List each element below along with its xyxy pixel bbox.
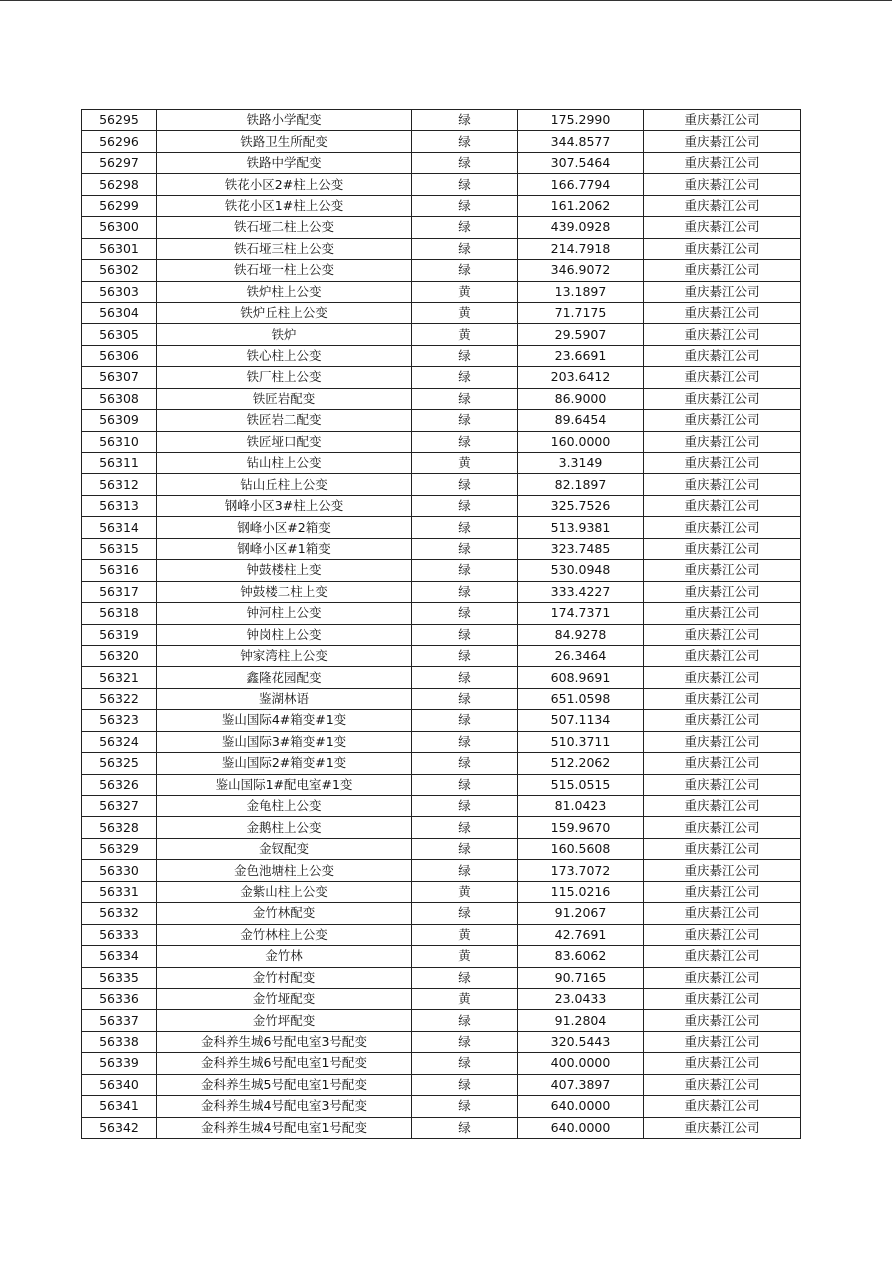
value-cell: 23.0433 <box>518 988 644 1009</box>
value-cell: 23.6691 <box>518 345 644 366</box>
company-cell: 重庆綦江公司 <box>644 688 801 709</box>
value-cell: 42.7691 <box>518 924 644 945</box>
transformer-name-cell: 金竹坪配变 <box>157 1010 412 1031</box>
status-color-cell: 绿 <box>412 238 518 259</box>
transformer-name-cell: 钢峰小区#1箱变 <box>157 538 412 559</box>
company-cell: 重庆綦江公司 <box>644 195 801 216</box>
value-cell: 115.0216 <box>518 881 644 902</box>
status-color-cell: 绿 <box>412 495 518 516</box>
transformer-name-cell: 钟岗柱上公变 <box>157 624 412 645</box>
table-row <box>82 1074 801 1095</box>
transformer-name-cell: 金竹村配变 <box>157 967 412 988</box>
table-row <box>82 453 801 474</box>
status-color-cell: 绿 <box>412 860 518 881</box>
company-cell: 重庆綦江公司 <box>644 1053 801 1074</box>
value-cell: 307.5464 <box>518 152 644 173</box>
value-cell: 174.7371 <box>518 603 644 624</box>
row-id-cell: 56313 <box>82 495 157 516</box>
transformer-name-cell: 铁炉 <box>157 324 412 345</box>
transformer-name-cell: 金科养生城4号配电室3号配变 <box>157 1096 412 1117</box>
table-row <box>82 517 801 538</box>
transformer-name-cell: 铁石垭一柱上公变 <box>157 260 412 281</box>
transformer-name-cell: 钟鼓楼柱上变 <box>157 560 412 581</box>
row-id-cell: 56323 <box>82 710 157 731</box>
value-cell: 29.5907 <box>518 324 644 345</box>
status-color-cell: 绿 <box>412 474 518 495</box>
table-row <box>82 260 801 281</box>
status-color-cell: 绿 <box>412 710 518 731</box>
row-id-cell: 56327 <box>82 796 157 817</box>
status-color-cell: 绿 <box>412 774 518 795</box>
row-id-cell: 56336 <box>82 988 157 1009</box>
value-cell: 86.9000 <box>518 388 644 409</box>
status-color-cell: 绿 <box>412 517 518 538</box>
table-row <box>82 110 801 131</box>
company-cell: 重庆綦江公司 <box>644 645 801 666</box>
company-cell: 重庆綦江公司 <box>644 903 801 924</box>
status-color-cell: 绿 <box>412 152 518 173</box>
status-color-cell: 绿 <box>412 110 518 131</box>
value-cell: 83.6062 <box>518 946 644 967</box>
value-cell: 159.9670 <box>518 817 644 838</box>
table-row <box>82 1031 801 1052</box>
row-id-cell: 56319 <box>82 624 157 645</box>
transformer-name-cell: 钢峰小区#2箱变 <box>157 517 412 538</box>
value-cell: 84.9278 <box>518 624 644 645</box>
transformer-name-cell: 钻山柱上公变 <box>157 453 412 474</box>
transformer-name-cell: 金科养生城6号配电室3号配变 <box>157 1031 412 1052</box>
status-color-cell: 绿 <box>412 581 518 602</box>
company-cell: 重庆綦江公司 <box>644 474 801 495</box>
transformer-name-cell: 鉴山国际2#箱变#1变 <box>157 753 412 774</box>
value-cell: 640.0000 <box>518 1117 644 1138</box>
status-color-cell: 黄 <box>412 881 518 902</box>
table-row <box>82 217 801 238</box>
value-cell: 160.5608 <box>518 838 644 859</box>
company-cell: 重庆綦江公司 <box>644 410 801 431</box>
row-id-cell: 56310 <box>82 431 157 452</box>
company-cell: 重庆綦江公司 <box>644 1031 801 1052</box>
value-cell: 91.2804 <box>518 1010 644 1031</box>
status-color-cell: 绿 <box>412 431 518 452</box>
status-color-cell: 绿 <box>412 1074 518 1095</box>
value-cell: 323.7485 <box>518 538 644 559</box>
transformer-name-cell: 铁路小学配变 <box>157 110 412 131</box>
transformer-name-cell: 金鹅柱上公变 <box>157 817 412 838</box>
status-color-cell: 绿 <box>412 1096 518 1117</box>
table-row <box>82 388 801 409</box>
row-id-cell: 56316 <box>82 560 157 581</box>
value-cell: 71.7175 <box>518 302 644 323</box>
table-row <box>82 345 801 366</box>
row-id-cell: 56329 <box>82 838 157 859</box>
status-color-cell: 绿 <box>412 131 518 152</box>
status-color-cell: 黄 <box>412 281 518 302</box>
company-cell: 重庆綦江公司 <box>644 152 801 173</box>
value-cell: 346.9072 <box>518 260 644 281</box>
table-row <box>82 645 801 666</box>
transformer-name-cell: 鉴山国际1#配电室#1变 <box>157 774 412 795</box>
table-row <box>82 796 801 817</box>
value-cell: 439.0928 <box>518 217 644 238</box>
table-row <box>82 988 801 1009</box>
transformer-name-cell: 金科养生城5号配电室1号配变 <box>157 1074 412 1095</box>
table-row <box>82 1010 801 1031</box>
row-id-cell: 56302 <box>82 260 157 281</box>
value-cell: 507.1134 <box>518 710 644 731</box>
company-cell: 重庆綦江公司 <box>644 667 801 688</box>
company-cell: 重庆綦江公司 <box>644 453 801 474</box>
value-cell: 530.0948 <box>518 560 644 581</box>
table-row <box>82 410 801 431</box>
row-id-cell: 56335 <box>82 967 157 988</box>
company-cell: 重庆綦江公司 <box>644 517 801 538</box>
status-color-cell: 绿 <box>412 174 518 195</box>
company-cell: 重庆綦江公司 <box>644 302 801 323</box>
transformer-name-cell: 铁花小区1#柱上公变 <box>157 195 412 216</box>
status-color-cell: 绿 <box>412 367 518 388</box>
status-color-cell: 绿 <box>412 753 518 774</box>
status-color-cell: 黄 <box>412 946 518 967</box>
row-id-cell: 56299 <box>82 195 157 216</box>
company-cell: 重庆綦江公司 <box>644 946 801 967</box>
status-color-cell: 绿 <box>412 1053 518 1074</box>
transformer-name-cell: 铁匠岩二配变 <box>157 410 412 431</box>
row-id-cell: 56341 <box>82 1096 157 1117</box>
company-cell: 重庆綦江公司 <box>644 817 801 838</box>
transformer-name-cell: 金科养生城6号配电室1号配变 <box>157 1053 412 1074</box>
transformer-name-cell: 铁路中学配变 <box>157 152 412 173</box>
value-cell: 333.4227 <box>518 581 644 602</box>
table-row <box>82 731 801 752</box>
table-row <box>82 924 801 945</box>
row-id-cell: 56322 <box>82 688 157 709</box>
status-color-cell: 绿 <box>412 560 518 581</box>
value-cell: 161.2062 <box>518 195 644 216</box>
table-row <box>82 538 801 559</box>
transformer-name-cell: 鉴山国际3#箱变#1变 <box>157 731 412 752</box>
table-row <box>82 474 801 495</box>
table-row <box>82 667 801 688</box>
table-row <box>82 302 801 323</box>
table-row <box>82 967 801 988</box>
transformer-name-cell: 铁石垭二柱上公变 <box>157 217 412 238</box>
value-cell: 344.8577 <box>518 131 644 152</box>
transformer-name-cell: 金竹林柱上公变 <box>157 924 412 945</box>
transformer-name-cell: 铁花小区2#柱上公变 <box>157 174 412 195</box>
table-row <box>82 688 801 709</box>
table-row <box>82 860 801 881</box>
value-cell: 175.2990 <box>518 110 644 131</box>
value-cell: 3.3149 <box>518 453 644 474</box>
table-row <box>82 495 801 516</box>
value-cell: 325.7526 <box>518 495 644 516</box>
status-color-cell: 黄 <box>412 324 518 345</box>
transformer-name-cell: 金龟柱上公变 <box>157 796 412 817</box>
table-row <box>82 1117 801 1138</box>
table-row <box>82 560 801 581</box>
row-id-cell: 56315 <box>82 538 157 559</box>
row-id-cell: 56308 <box>82 388 157 409</box>
status-color-cell: 绿 <box>412 796 518 817</box>
row-id-cell: 56304 <box>82 302 157 323</box>
table-row <box>82 195 801 216</box>
status-color-cell: 绿 <box>412 217 518 238</box>
company-cell: 重庆綦江公司 <box>644 838 801 859</box>
value-cell: 651.0598 <box>518 688 644 709</box>
transformer-name-cell: 钟鼓楼二柱上变 <box>157 581 412 602</box>
value-cell: 173.7072 <box>518 860 644 881</box>
status-color-cell: 绿 <box>412 903 518 924</box>
company-cell: 重庆綦江公司 <box>644 345 801 366</box>
row-id-cell: 56312 <box>82 474 157 495</box>
value-cell: 81.0423 <box>518 796 644 817</box>
company-cell: 重庆綦江公司 <box>644 238 801 259</box>
data-table <box>81 109 801 1139</box>
status-color-cell: 绿 <box>412 1031 518 1052</box>
table-row <box>82 838 801 859</box>
status-color-cell: 黄 <box>412 924 518 945</box>
row-id-cell: 56328 <box>82 817 157 838</box>
value-cell: 91.2067 <box>518 903 644 924</box>
transformer-name-cell: 铁匠岩配变 <box>157 388 412 409</box>
status-color-cell: 绿 <box>412 624 518 645</box>
company-cell: 重庆綦江公司 <box>644 967 801 988</box>
transformer-name-cell: 金竹林配变 <box>157 903 412 924</box>
transformer-name-cell: 金紫山柱上公变 <box>157 881 412 902</box>
row-id-cell: 56307 <box>82 367 157 388</box>
row-id-cell: 56298 <box>82 174 157 195</box>
status-color-cell: 黄 <box>412 302 518 323</box>
value-cell: 203.6412 <box>518 367 644 388</box>
row-id-cell: 56330 <box>82 860 157 881</box>
transformer-name-cell: 铁厂柱上公变 <box>157 367 412 388</box>
company-cell: 重庆綦江公司 <box>644 988 801 1009</box>
company-cell: 重庆綦江公司 <box>644 1010 801 1031</box>
company-cell: 重庆綦江公司 <box>644 131 801 152</box>
transformer-name-cell: 金竹垭配变 <box>157 988 412 1009</box>
transformer-name-cell: 鑫隆花园配变 <box>157 667 412 688</box>
company-cell: 重庆綦江公司 <box>644 388 801 409</box>
table-row <box>82 946 801 967</box>
status-color-cell: 绿 <box>412 645 518 666</box>
row-id-cell: 56325 <box>82 753 157 774</box>
company-cell: 重庆綦江公司 <box>644 753 801 774</box>
table-row <box>82 238 801 259</box>
value-cell: 214.7918 <box>518 238 644 259</box>
status-color-cell: 绿 <box>412 603 518 624</box>
company-cell: 重庆綦江公司 <box>644 1117 801 1138</box>
company-cell: 重庆綦江公司 <box>644 1096 801 1117</box>
status-color-cell: 绿 <box>412 538 518 559</box>
row-id-cell: 56324 <box>82 731 157 752</box>
status-color-cell: 黄 <box>412 453 518 474</box>
row-id-cell: 56320 <box>82 645 157 666</box>
table-row <box>82 152 801 173</box>
status-color-cell: 绿 <box>412 410 518 431</box>
status-color-cell: 绿 <box>412 817 518 838</box>
status-color-cell: 绿 <box>412 1010 518 1031</box>
transformer-name-cell: 铁炉丘柱上公变 <box>157 302 412 323</box>
value-cell: 515.0515 <box>518 774 644 795</box>
value-cell: 320.5443 <box>518 1031 644 1052</box>
transformer-name-cell: 金钗配变 <box>157 838 412 859</box>
status-color-cell: 绿 <box>412 388 518 409</box>
company-cell: 重庆綦江公司 <box>644 624 801 645</box>
table-row <box>82 324 801 345</box>
value-cell: 89.6454 <box>518 410 644 431</box>
status-color-cell: 绿 <box>412 731 518 752</box>
value-cell: 513.9381 <box>518 517 644 538</box>
row-id-cell: 56318 <box>82 603 157 624</box>
company-cell: 重庆綦江公司 <box>644 174 801 195</box>
row-id-cell: 56326 <box>82 774 157 795</box>
company-cell: 重庆綦江公司 <box>644 603 801 624</box>
company-cell: 重庆綦江公司 <box>644 774 801 795</box>
row-id-cell: 56338 <box>82 1031 157 1052</box>
company-cell: 重庆綦江公司 <box>644 217 801 238</box>
company-cell: 重庆綦江公司 <box>644 538 801 559</box>
row-id-cell: 56306 <box>82 345 157 366</box>
value-cell: 13.1897 <box>518 281 644 302</box>
table-row <box>82 881 801 902</box>
row-id-cell: 56296 <box>82 131 157 152</box>
row-id-cell: 56340 <box>82 1074 157 1095</box>
table-row <box>82 367 801 388</box>
status-color-cell: 绿 <box>412 667 518 688</box>
table-row <box>82 131 801 152</box>
company-cell: 重庆綦江公司 <box>644 324 801 345</box>
value-cell: 166.7794 <box>518 174 644 195</box>
table-row <box>82 1096 801 1117</box>
company-cell: 重庆綦江公司 <box>644 281 801 302</box>
transformer-name-cell: 铁心柱上公变 <box>157 345 412 366</box>
company-cell: 重庆綦江公司 <box>644 431 801 452</box>
value-cell: 608.9691 <box>518 667 644 688</box>
company-cell: 重庆綦江公司 <box>644 731 801 752</box>
table-row <box>82 174 801 195</box>
company-cell: 重庆綦江公司 <box>644 881 801 902</box>
transformer-name-cell: 铁炉柱上公变 <box>157 281 412 302</box>
value-cell: 512.2062 <box>518 753 644 774</box>
value-cell: 510.3711 <box>518 731 644 752</box>
table-row <box>82 603 801 624</box>
transformer-name-cell: 鉴山国际4#箱变#1变 <box>157 710 412 731</box>
table-row <box>82 581 801 602</box>
row-id-cell: 56339 <box>82 1053 157 1074</box>
company-cell: 重庆綦江公司 <box>644 581 801 602</box>
status-color-cell: 绿 <box>412 1117 518 1138</box>
row-id-cell: 56317 <box>82 581 157 602</box>
row-id-cell: 56314 <box>82 517 157 538</box>
row-id-cell: 56305 <box>82 324 157 345</box>
transformer-name-cell: 铁石垭三柱上公变 <box>157 238 412 259</box>
table-body <box>82 110 801 1139</box>
table-row <box>82 281 801 302</box>
row-id-cell: 56295 <box>82 110 157 131</box>
company-cell: 重庆綦江公司 <box>644 367 801 388</box>
status-color-cell: 绿 <box>412 345 518 366</box>
status-color-cell: 绿 <box>412 195 518 216</box>
transformer-name-cell: 钟家湾柱上公变 <box>157 645 412 666</box>
company-cell: 重庆綦江公司 <box>644 860 801 881</box>
row-id-cell: 56334 <box>82 946 157 967</box>
row-id-cell: 56331 <box>82 881 157 902</box>
table-row <box>82 431 801 452</box>
transformer-name-cell: 钻山丘柱上公变 <box>157 474 412 495</box>
company-cell: 重庆綦江公司 <box>644 260 801 281</box>
transformer-name-cell: 金科养生城4号配电室1号配变 <box>157 1117 412 1138</box>
company-cell: 重庆綦江公司 <box>644 495 801 516</box>
row-id-cell: 56342 <box>82 1117 157 1138</box>
value-cell: 640.0000 <box>518 1096 644 1117</box>
company-cell: 重庆綦江公司 <box>644 110 801 131</box>
value-cell: 26.3464 <box>518 645 644 666</box>
row-id-cell: 56311 <box>82 453 157 474</box>
company-cell: 重庆綦江公司 <box>644 924 801 945</box>
value-cell: 82.1897 <box>518 474 644 495</box>
status-color-cell: 绿 <box>412 260 518 281</box>
transformer-name-cell: 铁路卫生所配变 <box>157 131 412 152</box>
status-color-cell: 绿 <box>412 838 518 859</box>
row-id-cell: 56301 <box>82 238 157 259</box>
transformer-name-cell: 金竹林 <box>157 946 412 967</box>
row-id-cell: 56297 <box>82 152 157 173</box>
company-cell: 重庆綦江公司 <box>644 796 801 817</box>
row-id-cell: 56303 <box>82 281 157 302</box>
table-row <box>82 710 801 731</box>
table-row <box>82 1053 801 1074</box>
table-row <box>82 753 801 774</box>
table-row <box>82 624 801 645</box>
table-row <box>82 817 801 838</box>
row-id-cell: 56309 <box>82 410 157 431</box>
row-id-cell: 56300 <box>82 217 157 238</box>
transformer-name-cell: 钢峰小区3#柱上公变 <box>157 495 412 516</box>
transformer-name-cell: 钟河柱上公变 <box>157 603 412 624</box>
company-cell: 重庆綦江公司 <box>644 1074 801 1095</box>
status-color-cell: 黄 <box>412 988 518 1009</box>
table-row <box>82 903 801 924</box>
status-color-cell: 绿 <box>412 967 518 988</box>
value-cell: 407.3897 <box>518 1074 644 1095</box>
row-id-cell: 56337 <box>82 1010 157 1031</box>
company-cell: 重庆綦江公司 <box>644 560 801 581</box>
value-cell: 90.7165 <box>518 967 644 988</box>
status-color-cell: 绿 <box>412 688 518 709</box>
company-cell: 重庆綦江公司 <box>644 710 801 731</box>
value-cell: 160.0000 <box>518 431 644 452</box>
table-row <box>82 774 801 795</box>
transformer-name-cell: 金色池塘柱上公变 <box>157 860 412 881</box>
transformer-name-cell: 铁匠垭口配变 <box>157 431 412 452</box>
row-id-cell: 56321 <box>82 667 157 688</box>
row-id-cell: 56333 <box>82 924 157 945</box>
value-cell: 400.0000 <box>518 1053 644 1074</box>
row-id-cell: 56332 <box>82 903 157 924</box>
transformer-name-cell: 鉴湖林语 <box>157 688 412 709</box>
